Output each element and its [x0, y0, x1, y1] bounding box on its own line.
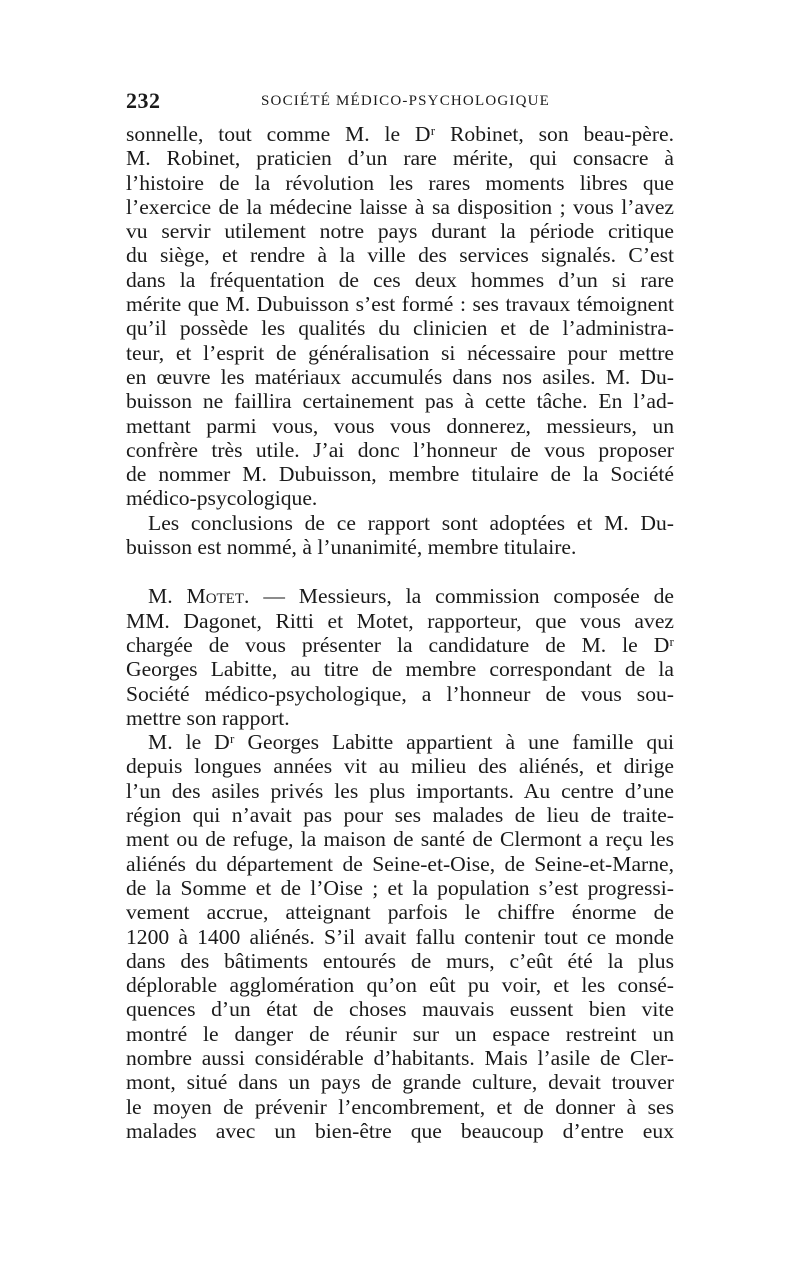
page-number: 232	[126, 88, 161, 113]
text-line: dans la fréquentation de ces deux hommes d’un si rare	[126, 267, 674, 292]
journal-title: SOCIÉTÉ MÉDICO-PSYCHOLOGIQUE	[261, 93, 551, 109]
text-line: teur, et l’esprit de généralisation si nécessaire pour mettre	[126, 340, 674, 365]
text-line: Les conclusions de ce rapport sont adoptées et M. Du-	[148, 510, 674, 535]
report-paragraph-dubuisson	[126, 122, 674, 511]
text-line: M. Robinet, praticien d’un rare mérite, qui consacre à	[126, 146, 674, 171]
text-line: mettant parmi vous, vous vous donnerez, messieurs, un	[126, 413, 674, 438]
text-line: l’un des asiles privés les plus importants. Au centre d’une	[126, 778, 674, 803]
text-line	[126, 584, 674, 608]
text-line: aliénés du département de Seine-et-Oise, de Seine-et-Marne,	[126, 851, 674, 876]
text-line: quences d’un état de choses mauvais eussent bien vite	[126, 997, 674, 1022]
section-gap	[126, 559, 674, 584]
report-paragraph-labitte-intro	[126, 584, 674, 730]
text-line: l’histoire de la révolution les rares moments libres que	[126, 170, 674, 195]
text-line: nombre aussi considérable d’habitants. Mais l’asile de Cler-	[126, 1045, 674, 1070]
text-line: MM. Dagonet, Ritti et Motet, rapporteur, que vous avez	[126, 608, 674, 633]
text-line: vement accrue, atteignant parfois le chiffre énorme de	[126, 900, 674, 925]
text-line: buisson est nommé, à l’unanimité, membre titulaire.	[126, 535, 577, 560]
text-line: déplorable agglomération qu’on eût pu voir, et les consé-	[126, 973, 674, 998]
text-line: montré le danger de réunir sur un espace restreint un	[126, 1021, 674, 1046]
text-line: confrère très utile. J’ai donc l’honneur de vous proposer	[126, 437, 674, 462]
conclusion-paragraph	[126, 511, 674, 560]
speaker-name: M. Motet.	[148, 584, 250, 609]
text-line: qu’il possède les qualités du clinicien et de l’administra-	[126, 316, 674, 341]
text-line: de la Somme et de l’Oise ; et la population s’est progressi-	[126, 875, 674, 900]
text-line: mérite que M. Dubuisson s’est formé : ses travaux témoignent	[126, 292, 674, 317]
speech-opening: — Messieurs, la commission composée de	[263, 584, 674, 609]
text-line: Société médico-psychologique, a l’honneur de vous sou-	[126, 681, 674, 706]
body-text	[126, 122, 674, 1143]
text-line: Georges Labitte, au titre de membre correspondant de la	[126, 657, 674, 682]
text-line: du siège, et rendre à la ville des services signalés. C’est	[126, 243, 674, 268]
text-line: en œuvre les matériaux accumulés dans nos asiles. M. Du-	[126, 364, 674, 389]
text-line: depuis longues années vit au milieu des aliénés, et dirige	[126, 754, 674, 779]
text-line: malades avec un bien-être que beaucoup d’entre eux	[126, 1118, 674, 1143]
text-line: 1200 à 1400 aliénés. S’il avait fallu contenir tout ce monde	[126, 924, 674, 949]
text-line: mont, situé dans un pays de grande culture, devait trouver	[126, 1070, 674, 1095]
text-line: dans des bâtiments entourés de murs, c’eût été la plus	[126, 948, 674, 973]
text-line: région qui n’avait pas pour ses malades de lieu de traite-	[126, 803, 674, 828]
text-line: de nommer M. Dubuisson, membre titulaire de la Société	[126, 462, 674, 487]
text-line: buisson ne faillira certainement pas à cette tâche. En l’ad-	[126, 389, 674, 414]
report-paragraph-labitte	[126, 730, 674, 1143]
text-line: mettre son rapport.	[126, 705, 290, 730]
text-line: chargée de vous présenter la candidature de M. le Dʳ	[126, 632, 674, 657]
text-line: médico-psycologique.	[126, 486, 318, 511]
text-line: vu servir utilement notre pays durant la période critique	[126, 219, 674, 244]
running-head	[126, 88, 674, 116]
text-line: l’exercice de la médecine laisse à sa disposition ; vous l’avez	[126, 194, 674, 219]
text-line: ment ou de refuge, la maison de santé de Clermont a reçu les	[126, 827, 674, 852]
text-line: sonnelle, tout comme M. le Dʳ Robinet, son beau-père.	[126, 122, 674, 146]
text-line: M. le Dʳ Georges Labitte appartient à une famille qui	[148, 730, 674, 755]
text-line: le moyen de prévenir l’encombrement, et de donner à ses	[126, 1094, 674, 1119]
